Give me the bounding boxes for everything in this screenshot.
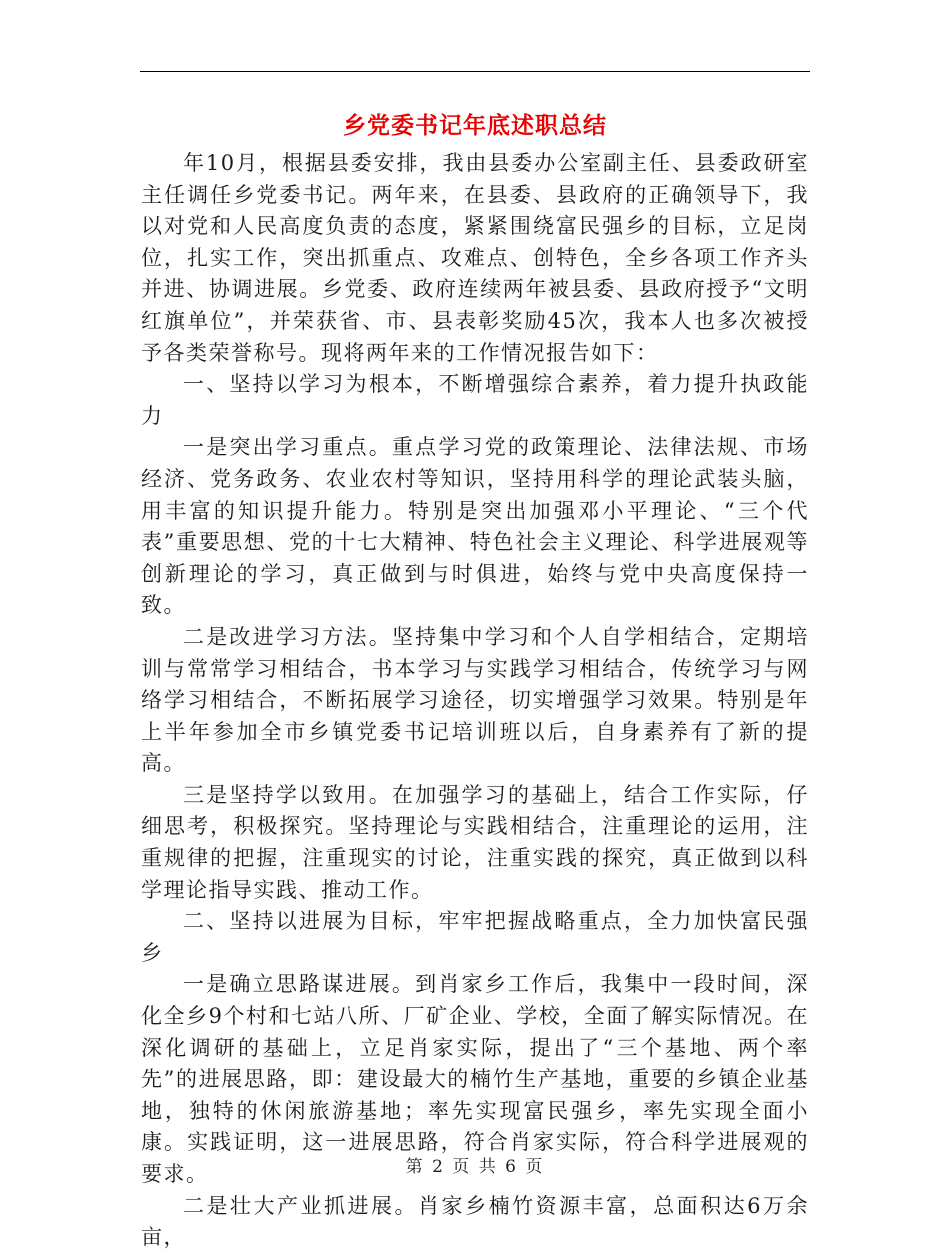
paragraph-intro: 年10月，根据县委安排，我由县委办公室副主任、县委政研室主任调任乡党委书记。两年来，在县委、县政府的正确领导下，我以对党和人民高度负责的态度，紧紧围绕富民强乡的目标，立足岗位，扎实工作，突出抓重点、攻难点、创特色，全乡各项工作齐头并进、协调进展。乡党委、政府连续两年被县委、县政府授予“文明红旗单位”，并荣获省、市、县表彰奖励45次，我本人也多次被授予各类荣誉称号。现将两年来的工作情况报告如下：	[141, 151, 809, 365]
paragraph: 一是确立思路谋进展。到肖家乡工作后，我集中一段时间，深化全乡9个村和七站八所、厂矿企业、学校，全面了解实际情况。在深化调研的基础上，立足肖家实际，提出了“三个基地、两个率先”的进展思路，即：建设最大的楠竹生产基地，重要的乡镇企业基地，独特的休闲旅游基地；率先实现富民强乡，率先实现全面小康。实践证明，这一进展思路，符合肖家实际，符合科学进展观的要求。	[141, 972, 809, 1186]
document-body	[141, 148, 809, 1254]
paragraph: 三是坚持学以致用。在加强学习的基础上，结合工作实际，仔细思考，积极探究。坚持理论与实践相结合，注重理论的运用，注重规律的把握，注重现实的讨论，注重实践的探究，真正做到以科学理论指导实践、推动工作。	[141, 782, 809, 902]
paragraph: 二是改进学习方法。坚持集中学习和个人自学相结合，定期培训与常常学习相结合，书本学习与实践学习相结合，传统学习与网络学习相结合，不断拓展学习途径，切实增强学习效果。特别是年上半年参加全市乡镇党委书记培训班以后，自身素养有了新的提高。	[141, 624, 809, 776]
header-rule	[140, 71, 810, 72]
page-number-footer: 第 2 页 共 6 页	[405, 1157, 545, 1177]
document-title: 乡党委书记年底述职总结	[343, 112, 607, 139]
section-heading-2: 二、坚持以进展为目标，牢牢把握战略重点，全力加快富民强乡	[141, 909, 809, 965]
paragraph: 一是突出学习重点。重点学习党的政策理论、法律法规、市场经济、党务政务、农业农村等知识，坚持用科学的理论武装头脑，用丰富的知识提升能力。特别是突出加强邓小平理论、“三个代表”重要思想、党的十七大精神、特色社会主义理论、科学进展观等创新理论的学习，真正做到与时俱进，始终与党中央高度保持一致。	[141, 435, 809, 618]
paragraph: 二是壮大产业抓进展。肖家乡楠竹资源丰富，总面积达6万余亩，	[141, 1193, 809, 1250]
section-heading-1: 一、坚持以学习为根本，不断增强综合素养，着力提升执政能力	[141, 372, 809, 428]
